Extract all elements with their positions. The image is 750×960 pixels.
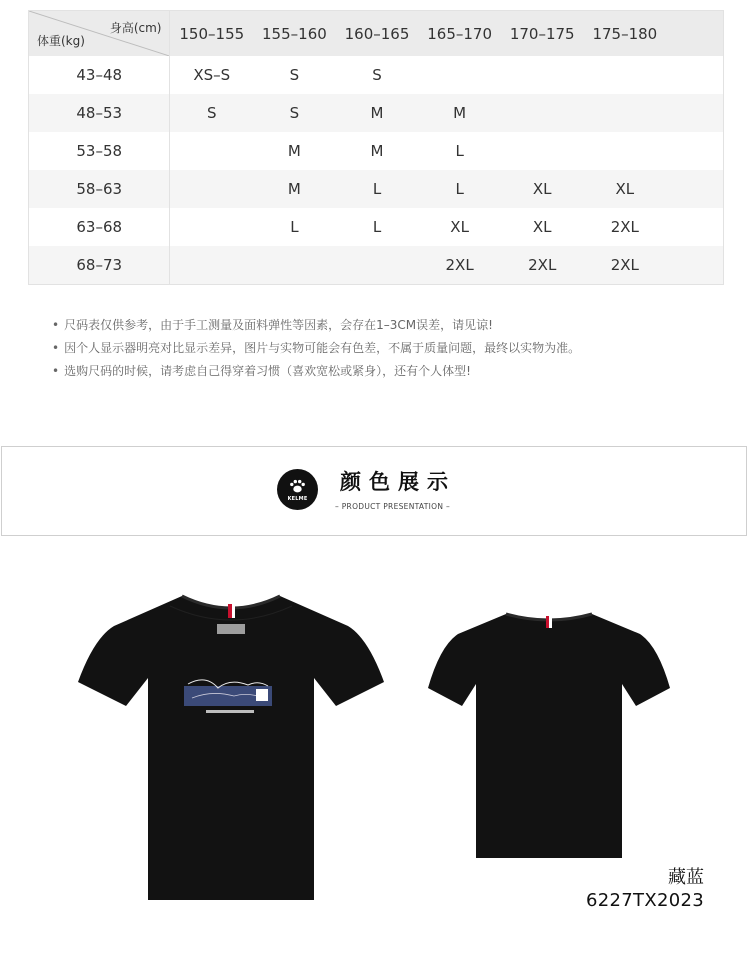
table-row: [29, 56, 724, 94]
size-chart-corner-cell: [29, 11, 170, 57]
table-row: [29, 208, 724, 246]
section-subtitle: – PRODUCT PRESENTATION –: [335, 502, 451, 511]
table-row: [29, 246, 724, 285]
product-code-label: 6227TX2023: [586, 890, 704, 911]
weight-cell: 48–53: [29, 94, 170, 132]
size-cell: S: [170, 94, 253, 132]
note-item: • 尺码表仅供参考，由于手工测量及面料弹性等因素，会存在1–3CM误差，请见谅!: [52, 314, 580, 337]
size-cell: [170, 170, 253, 208]
color-display-banner: [1, 446, 747, 536]
section-title: 颜色展示: [340, 470, 456, 494]
weight-axis-label: 体重(kg): [37, 34, 85, 48]
weight-cell: 53–58: [29, 132, 170, 170]
size-cell: [584, 132, 667, 170]
size-cell: [501, 56, 584, 94]
height-column-header: 155–160: [253, 11, 336, 57]
paw-icon: [277, 469, 318, 510]
row-spacer: [666, 94, 723, 132]
note-item: • 因个人显示器明亮对比显示差异，图片与实物可能会有色差，不属于质量问题，最终以实物为准。: [52, 337, 580, 360]
size-cell: L: [253, 208, 336, 246]
height-column-header: 160–165: [336, 11, 419, 57]
size-cell: M: [336, 132, 419, 170]
row-spacer: [666, 208, 723, 246]
size-cell: XL: [501, 208, 584, 246]
kelme-logo: [277, 469, 318, 510]
size-cell: S: [336, 56, 419, 94]
size-cell: XL: [418, 208, 501, 246]
header-spacer: [666, 11, 723, 57]
size-cell: XL: [584, 170, 667, 208]
height-column-header: 150–155: [170, 11, 253, 57]
tshirt-front-image: [78, 590, 384, 900]
size-cell: [170, 246, 253, 285]
weight-cell: 68–73: [29, 246, 170, 285]
height-column-header: 175–180: [584, 11, 667, 57]
size-cell: [584, 94, 667, 132]
size-cell: [170, 132, 253, 170]
size-cell: L: [418, 132, 501, 170]
row-spacer: [666, 246, 723, 285]
size-cell: M: [253, 170, 336, 208]
size-notes-list: [52, 314, 580, 383]
size-cell: M: [253, 132, 336, 170]
size-cell: [418, 56, 501, 94]
size-cell: S: [253, 94, 336, 132]
table-row: [29, 170, 724, 208]
tshirt-back-image: [428, 612, 670, 862]
height-column-header: 165–170: [418, 11, 501, 57]
size-cell: [584, 56, 667, 94]
size-cell: [253, 246, 336, 285]
size-cell: [170, 208, 253, 246]
size-cell: 2XL: [584, 246, 667, 285]
size-cell: XL: [501, 170, 584, 208]
table-row: [29, 94, 724, 132]
size-cell: M: [418, 94, 501, 132]
size-cell: 2XL: [418, 246, 501, 285]
height-axis-label: 身高(cm): [109, 21, 162, 35]
color-name-label: 藏蓝: [668, 867, 704, 888]
size-cell: [501, 132, 584, 170]
row-spacer: [666, 132, 723, 170]
size-cell: XS–S: [170, 56, 253, 94]
table-row: [29, 132, 724, 170]
size-cell: L: [418, 170, 501, 208]
size-cell: L: [336, 208, 419, 246]
logo-wordmark: KELME: [287, 496, 308, 502]
note-item: • 选购尺码的时候，请考虑自己得穿着习惯（喜欢宽松或紧身），还有个人体型!: [52, 360, 580, 383]
size-cell: L: [336, 170, 419, 208]
row-spacer: [666, 56, 723, 94]
size-cell: S: [253, 56, 336, 94]
weight-cell: 63–68: [29, 208, 170, 246]
size-cell: [501, 94, 584, 132]
size-cell: 2XL: [584, 208, 667, 246]
weight-cell: 43–48: [29, 56, 170, 94]
height-column-header: 170–175: [501, 11, 584, 57]
size-cell: 2XL: [501, 246, 584, 285]
row-spacer: [666, 170, 723, 208]
size-cell: M: [336, 94, 419, 132]
weight-cell: 58–63: [29, 170, 170, 208]
size-chart-header-row: [29, 11, 724, 57]
size-cell: [336, 246, 419, 285]
size-chart-table: [28, 10, 724, 285]
